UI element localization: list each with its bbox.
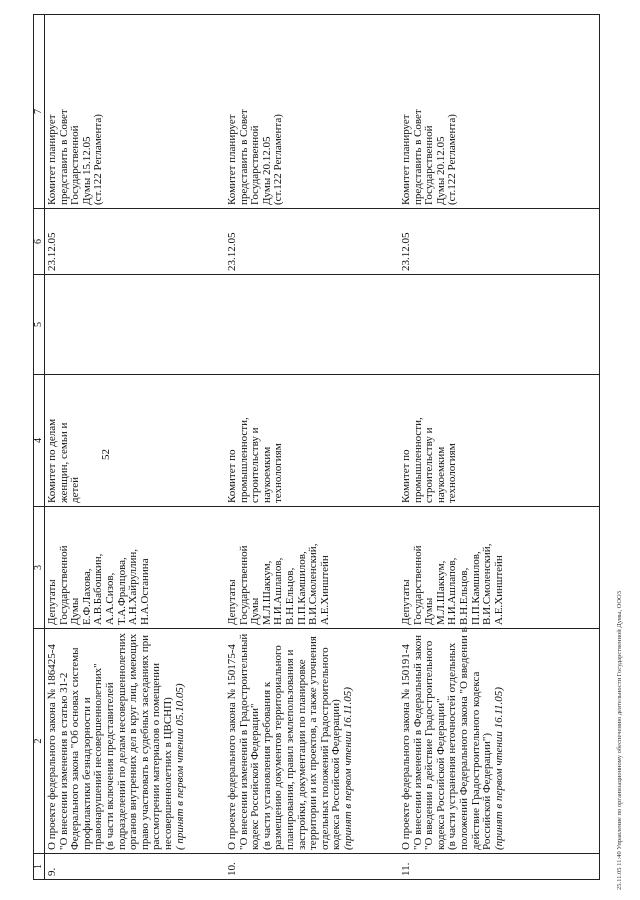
committee-line: технологиям bbox=[446, 443, 459, 503]
bill-title-line: профилактики безнадзорности и bbox=[80, 697, 93, 850]
plan-line: (ст.122 Регламента) bbox=[92, 114, 105, 205]
reading-status: (принят в первом чтении 16.11.05) bbox=[492, 687, 505, 850]
date-cell: 23.12.05 bbox=[45, 209, 226, 275]
bill-title-line: отдельных положений Градостроительного bbox=[318, 647, 331, 850]
bill-title-line: "О внесении изменений в Федеральный закон bbox=[411, 635, 424, 850]
author-line: В.И.Смоленский, bbox=[307, 543, 320, 625]
plan-line: (ст.122 Регламента) bbox=[272, 114, 285, 205]
bill-title-line: действие Градостроительного кодекса bbox=[469, 671, 482, 850]
plan-cell bbox=[45, 15, 226, 209]
committee-line: наукоемким bbox=[260, 446, 273, 503]
committee-line: Комитет по bbox=[400, 449, 412, 503]
column-header: 5 bbox=[34, 275, 45, 375]
page-footer: 25.11.05 11:40 Управление по организационному обеспечению деятельности Государственной Думы, ООО3 bbox=[616, 591, 623, 890]
author-line: А.В.Бабошкин, bbox=[92, 553, 105, 625]
author-line: А.А.Сизов, bbox=[103, 572, 116, 625]
bills-table bbox=[33, 14, 600, 880]
column-number-row bbox=[34, 15, 45, 880]
bill-title-line: размещению документов территориального bbox=[272, 645, 285, 850]
author-line: Депутаты bbox=[226, 579, 238, 625]
plan-line: Комитет планирует bbox=[226, 114, 238, 205]
page-number: 52 bbox=[100, 449, 112, 460]
bill-title-line: (в части включения представителей bbox=[103, 682, 116, 850]
column-header: 2 bbox=[34, 629, 45, 854]
plan-line: представить в Совет bbox=[237, 109, 250, 205]
bill-title-line: кодекса Российской Федерации) bbox=[330, 699, 343, 850]
reading-status: (принят в первом чтении 16.11.05) bbox=[341, 687, 354, 850]
committee-line: технологиям bbox=[272, 443, 285, 503]
author-line: Депутаты bbox=[400, 579, 412, 625]
author-line: Государственной bbox=[237, 545, 250, 625]
bill-title-line: подразделений по делам несовершеннолетних bbox=[115, 632, 128, 850]
author-line: Н.И.Ашлапов, bbox=[272, 557, 285, 625]
plan-line: Государственной bbox=[249, 125, 262, 205]
committee-cell bbox=[45, 375, 226, 507]
authors-cell bbox=[399, 507, 600, 629]
author-line: Государственной bbox=[57, 545, 70, 625]
date-cell: 23.12.05 bbox=[225, 209, 399, 275]
column-header: 3 bbox=[34, 507, 45, 629]
table-row bbox=[399, 15, 600, 880]
author-line: М.Л.Шаккум, bbox=[434, 560, 447, 625]
committee-line: наукоемким bbox=[434, 446, 447, 503]
author-line: Н.И.Ашлапов, bbox=[446, 557, 459, 625]
column-5-cell bbox=[399, 275, 600, 375]
plan-line: представить в Совет bbox=[411, 109, 424, 205]
author-line: В.И.Смоленский, bbox=[481, 543, 494, 625]
plan-line: Думы 20.12.05 bbox=[434, 136, 447, 205]
column-5-cell bbox=[225, 275, 399, 375]
plan-line: Государственной bbox=[69, 125, 82, 205]
column-header: 4 bbox=[34, 375, 45, 507]
bill-title-line: органов внутренних дел в круг лиц, имеющих bbox=[127, 633, 140, 850]
author-line: В.Н.Ельцов, bbox=[283, 567, 296, 625]
bill-title-line: "О внесении изменений в Градостроительный bbox=[237, 633, 250, 850]
column-header: 7 bbox=[34, 15, 45, 209]
author-line: П.П.Камшилов, bbox=[469, 551, 482, 625]
bill-title-line: правонарушений несовершеннолетних" bbox=[92, 663, 105, 850]
author-line: Думы bbox=[69, 597, 82, 625]
table-row bbox=[225, 15, 399, 880]
column-header: 1 bbox=[34, 854, 45, 880]
column-5-cell bbox=[45, 275, 226, 375]
bill-title-line: О проекте федерального закона № 186425-4 bbox=[46, 644, 58, 850]
plan-line: Думы 20.12.05 bbox=[260, 136, 273, 205]
plan-cell bbox=[399, 15, 600, 209]
committee-line: женщин, семьи и bbox=[57, 422, 70, 503]
bill-title-line: право участвовать в судебных заседаниях при bbox=[138, 635, 151, 850]
bill-title-line: положений Федерального закона "О введении в bbox=[457, 627, 470, 850]
date-cell: 23.12.05 bbox=[399, 209, 600, 275]
bill-title-cell bbox=[45, 629, 226, 854]
committee-line: Комитет по bbox=[226, 449, 238, 503]
bill-title-cell bbox=[399, 629, 600, 854]
committee-line: строительству и bbox=[249, 427, 262, 503]
author-line: П.П.Камшилов, bbox=[295, 551, 308, 625]
author-line: В.Н.Ельцов, bbox=[457, 567, 470, 625]
author-line: М.Л.Шаккум, bbox=[260, 560, 273, 625]
author-line: Т.А.Фралцова, bbox=[115, 557, 128, 625]
author-line: Думы bbox=[423, 597, 436, 625]
author-line: Государственной bbox=[411, 545, 424, 625]
bill-title-line: (в части установления требования к bbox=[260, 681, 273, 850]
bill-title-line: планирования, правил землепользования и bbox=[283, 649, 296, 850]
bill-title-line: кодекс Российской Федерации" bbox=[249, 703, 262, 850]
row-number: 10. bbox=[225, 854, 399, 880]
bill-title-line: (в части устранения неточностей отдельных bbox=[446, 642, 459, 850]
committee-cell bbox=[399, 375, 600, 507]
author-line: А.Н.Хайруллин, bbox=[127, 549, 140, 625]
committee-line: промышленности, bbox=[237, 417, 250, 503]
reading-status: ( принят в первом чтении 05.10.05) bbox=[173, 683, 186, 850]
plan-line: Комитет планирует bbox=[400, 114, 412, 205]
plan-line: Комитет планирует bbox=[46, 114, 58, 205]
authors-cell bbox=[225, 507, 399, 629]
row-number: 11. bbox=[399, 854, 600, 880]
bill-title-line: "О внесении изменения в статью 31-2 bbox=[57, 672, 70, 850]
bill-title-line: "О введении в действие Градостроительного bbox=[423, 640, 436, 850]
table-row bbox=[45, 15, 226, 880]
bill-title-line: Федерального закона "Об основах системы bbox=[69, 647, 82, 850]
bill-title-line: кодекса Российской Федерации" bbox=[434, 698, 447, 850]
author-line: Н.А.Останина bbox=[138, 558, 151, 625]
authors-cell bbox=[45, 507, 226, 629]
plan-line: представить в Совет bbox=[57, 109, 70, 205]
bill-title-line: О проекте федерального закона № 150191-4 bbox=[400, 644, 412, 850]
author-line: А.Е.Хинштейн bbox=[318, 555, 331, 625]
author-line: Е.Ф.Лахова, bbox=[80, 568, 93, 625]
plan-line: (ст.122 Регламента) bbox=[446, 114, 459, 205]
column-header: 6 bbox=[34, 209, 45, 275]
author-line: Думы bbox=[249, 597, 262, 625]
plan-line: Думы 15.12.05 bbox=[80, 136, 93, 205]
bill-title-line: несовершеннолетних в ЦВСНП) bbox=[161, 697, 174, 850]
bill-title-cell bbox=[225, 629, 399, 854]
author-line: Депутаты bbox=[46, 579, 58, 625]
committee-line: промышленности, bbox=[411, 417, 424, 503]
plan-line: Государственной bbox=[423, 125, 436, 205]
bill-title-line: Российской Федерации") bbox=[481, 732, 494, 850]
bill-title-line: рассмотрении материалов о помещении bbox=[150, 663, 163, 850]
committee-line: строительству и bbox=[423, 427, 436, 503]
committee-cell bbox=[225, 375, 399, 507]
row-number: 9. bbox=[45, 854, 226, 880]
committee-line: Комитет по делам bbox=[46, 418, 58, 503]
plan-cell bbox=[225, 15, 399, 209]
bill-title-line: застройки, документации по планировке bbox=[295, 659, 308, 850]
bill-title-line: О проекте федерального закона № 150175-4 bbox=[226, 644, 238, 850]
bill-title-line: территории и их проектов, а также уточнения bbox=[307, 636, 320, 850]
author-line: А.Е.Хинштейн bbox=[492, 555, 505, 625]
committee-line: детей bbox=[69, 476, 82, 503]
